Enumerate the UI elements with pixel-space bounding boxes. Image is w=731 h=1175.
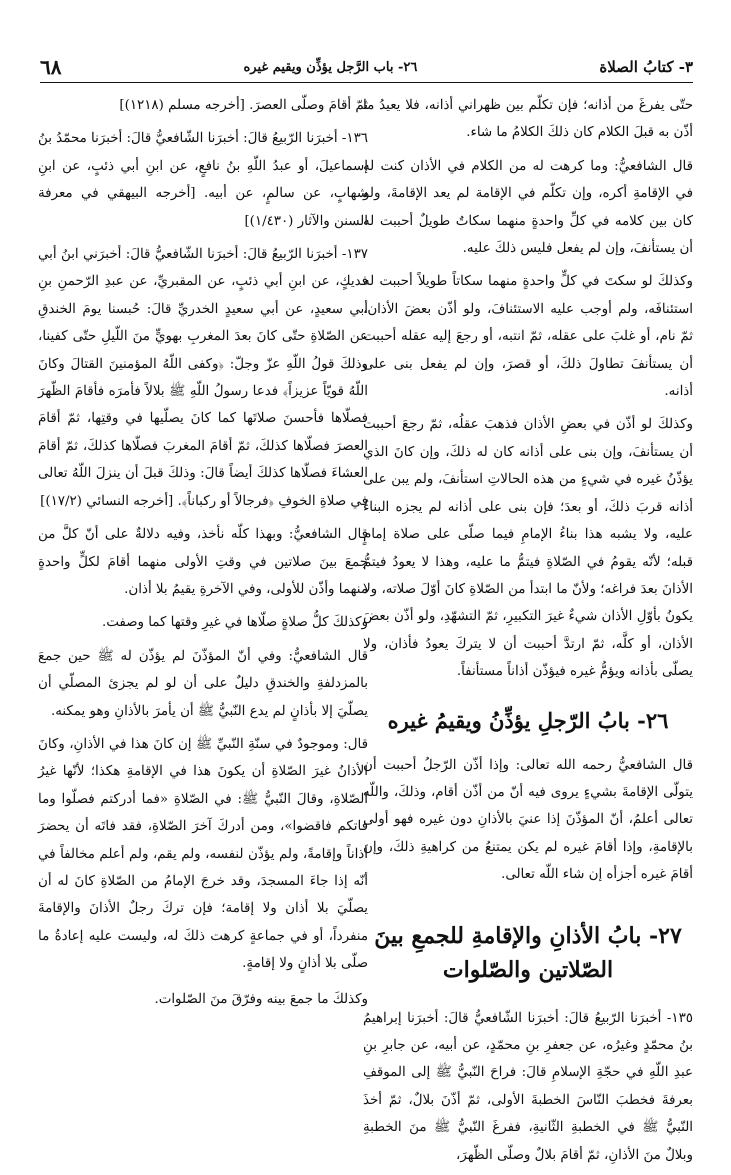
paragraph: قال الشافعيُّ: وبهذا كلّه نأخذ، وفيه دلالةٌ على أنّ كلَّ من جمعَ بينَ صلاتين في وقتِ الأولى منهما أقامَ لكلٍّ واحدةٍ منهما وأذّن للأولى، وفي الآخرةِ يقيمُ بلا أذان. xyxy=(38,527,368,597)
paragraph: قال: وموجودٌ في سنّةِ النّبيِّ ﷺ إن كانَ هذا في الأذانِ، وكانَ الأذانُ غيرَ الصّلاةِ أن يكونَ هذا في الإقامةِ هكذا؛ لأنّها غيرُ الصّلاةِ، وقالَ النّبيُّ ﷺ: في الصّلاةِ «فما أدركتم فصلّوا وما فاتكم فاقضوا»، ومن أدركَ آخرَ الصّلاةِ، فقد فاتَه أن يحضرَ أذاناً وإقامةً، ولم يؤذّن لنفسه، ولم يقم، ولم أعلم مخالفاً في أنّه إذا جاءَ المسجدَ، وقد خرجَ الإمامُ من الصّلاةِ كانَ له أن يصلّيَ بلا أذان ولا إقامة؛ فإن تركَ رجلٌ الأذانَ والإقامةَ منفرداً، أو في جماعةٍ كرهت ذلكَ له، وليست عليه إعادةُ ما صلّى بلا أذانٍ ولا إقامةٍ. xyxy=(38,736,368,972)
left-column xyxy=(38,92,368,1019)
chapter-heading-26: ٢٦- بابُ الرّجلِ يؤذِّنُ ويقيمُ غيره xyxy=(387,707,669,733)
paragraph: ثمّ أقامَ وصلّى العصرَ. [أخرجه مسلم (١٢١٨)] xyxy=(119,98,368,113)
chapter-title: ٣- كتابُ الصلاة xyxy=(599,58,693,76)
hadith-137: ١٣٧- أخبرَنا الرّبيعُ قالَ: أخبرَنا الشّافعيُّ قالَ: أخبرَني ابنُ أبي فديكٍ، عن ابنِ أبي ذئبٍ، عن المقبريِّ، عن عبدِ الرّحمنِ بنِ أبي سعيدٍ، عن أبي سعيدٍ الخدريِّ قالَ: حُبسنا يومَ الخندقِ عن الصّلاةِ حتّى كانَ بعدَ المغربِ بهويٍّ منَ اللّيلِ حتّى كفينا، وذلكَ قولُ اللّهِ عزّ وجلّ: ﴿وكفى اللّهُ المؤمنينَ القتالَ وكانَ اللّهُ قويّاً عزيزاً﴾ فدعا رسولُ اللّهِ ﷺ بلالاً فأمرَه فأقامَ الظّهرَ فصلّاها فأحسنَ صلاتَها كما كانَ يصلّيها في وقتِها، ثمّ أقامَ العصرَ فصلّاها كذلكَ، ثمّ أقامَ المغربَ فصلّاها كذلكَ، ثمّ أقامَ العشاءَ فصلّاها كذلكَ أيضاً قالَ: وذلكَ قبلَ أن ينزلَ اللّهُ تعالى في صلاةِ الخوفِ ﴿فرجالاً أو ركباناً﴾. [أخرجه النسائي (١٧/٢)] xyxy=(38,247,368,509)
paragraph: وكذلكَ ما جمعَ بينه وفرّقَ منَ الصّلوات. xyxy=(154,991,368,1007)
paragraph: حتّى يفرغَ من أذانه؛ فإن تكلّم بين ظهراني أذانه، فلا يعيدُ ما أذّن به قبلَ الكلام كان ذلكَ الكلامُ ما شاء. xyxy=(363,98,693,141)
paragraph: قال الشافعيُّ: وفي أنّ المؤذّنَ لم يؤذّن له ﷺ حين جمعَ بالمزدلفةِ والخندقِ دليلٌ على أن لو لم يجزئ المصلّي أن يصلّيَ إلا بأذانٍ لم يدع النّبيُّ ﷺ أن يأمرَ بالأذانِ وهو يمكنه. xyxy=(38,648,368,719)
paragraph: قال الشافعيُّ رحمه الله تعالى: وإذا أذّن الرّجلُ أحببت أن يتولّى الإقامةَ بشيءٍ يروى فيه أنّ من أذّن أقام، وذلكَ، واللّه تعالى أعلمُ، أنّ المؤذّنَ إذا عنيَ بالأذانِ دون غيره فهو أولى بالإقامةِ، وإذا أقامَ غيره لم يكن يمتنعُ من كراهيةِ ذلكَ، وإن أقامَ غيره أجزأه إن شاء اللّه تعالى. xyxy=(363,757,693,883)
right-column xyxy=(363,92,693,1175)
page-number: ٦٨ xyxy=(40,55,62,79)
hadith-135: ١٣٥- أخبرَنا الرّبيعُ قالَ: أخبرَنا الشّافعيُّ قالَ: أخبرَنا إبراهيمُ بنُ محمّدٍ وغيرُه، عن جعفرِ بنِ محمّدٍ، عن أبيه، عن جابرِ بنِ عبدِ اللّهِ في حجّةِ الإسلامِ قالَ: فراحَ النّبيُّ ﷺ إلى الموقفِ بعرفةَ فخطبَ النّاسَ الخطبةَ الأولى، ثمّ أذّنَ بلالٌ، ثمّ أخذَ النّبيُّ ﷺ في الخطبةِ الثّانيةِ، ففرغَ النّبيُّ ﷺ منَ الخطبةِ وبلالٌ منَ الأذانِ، ثمّ أقامَ بلالٌ وصلّى الظّهرَ، xyxy=(363,1010,693,1163)
hadith-136: ١٣٦- أخبرَنا الرّبيعُ قالَ: أخبرَنا الشّافعيُّ قالَ: أخبرَنا محمّدُ بنُ إسماعيلَ، أو عبدُ اللّهِ بنُ نافعٍ، عن ابنِ أبي ذئبٍ، عن ابنِ شهابٍ، عن سالمٍ، عن أبيه. [أخرجه البيهقي في معرفة السنن والآثار (١/٤٣٠)] xyxy=(38,131,368,229)
paragraph: قال الشافعيُّ: وما كرهت له من الكلام في الأذان كنت له في الإقامةِ أكره، وإن تكلّم في الإقامة لم يعد الإقامةَ، ولو كان بين كلامه في كلِّ واحدةٍ منهما سكاتٌ طويلٌ أحببت له أن يستأنفَ، وإن لم يفعل فليس ذلكَ عليه. xyxy=(363,158,693,257)
paragraph: وكذلكَ لو سكتَ في كلٍّ واحدةٍ منهما سكاتاً طويلاً أحببت له استئنافَه، ولم أوجب عليه الاستئنافَ، ولو أذّن بعضَ الأذان، ثمّ نام، أو غلبَ على عقله، ثمّ انتبه، أو رجعَ إليه عقله أحببت أن يستأنفَ تطاولَ ذلكَ، أو قصرَ، وإن لم يفعل بنى على أذانه. xyxy=(363,274,693,400)
page-header xyxy=(40,52,693,83)
paragraph: وكذلكَ كلُّ صلاةٍ صلّاها في غيرِ وقتها كما وصفت. xyxy=(101,615,368,631)
chapter-heading-27: ٢٧- بابُ الأذانِ والإقامةِ للجمعِ بينَ الصّلاتين والصّلوات xyxy=(374,922,682,983)
paragraph: وكذلكَ لو أذّن في بعضِ الأذان فذهبَ عقلُه، ثمّ رجعَ أحببت أن يستأنفَ، وإن بنى على أذانه كان له ذلكَ، وإن كانَ الذي يؤذّنُ غيره في شيءٍ من هذه الحالاتِ استأنفَ، ولم يبن على أذانه قربَ ذلكَ، أو بعدَ؛ فإن بنى على أذانه لم يجزه البناءُ عليه، ولا يشبه هذا بناءُ الإمامِ فيما صلّى على صلاة إمامٍ قبله؛ لأنّه يقومُ في الصّلاةِ فيتمُّ ما عليه، وهذا لا يعودُ فيتمُّ الأذانَ بعدَ فراغه؛ ولأنّ ما ابتدأ من الصّلاةِ كانَ أوّلَ صلاته، ولا يكونُ بأوّلِ الأذان شيءٌ غيرَ التكبيرِ، ثمّ التشهّدِ، ولو أذّن بعضَ الأذان، أو كلَّه، ثمّ ارتدَّ أحببت أن لا يتركَ يعودُ فأذان، ولا يصلّى بأذانه ويؤمُّ غيره فيؤذّن أذاناً مستأنفاً. xyxy=(363,417,693,680)
section-title: ٢٦- باب الرَّجل يؤذِّن ويقيم غيره xyxy=(243,59,418,75)
